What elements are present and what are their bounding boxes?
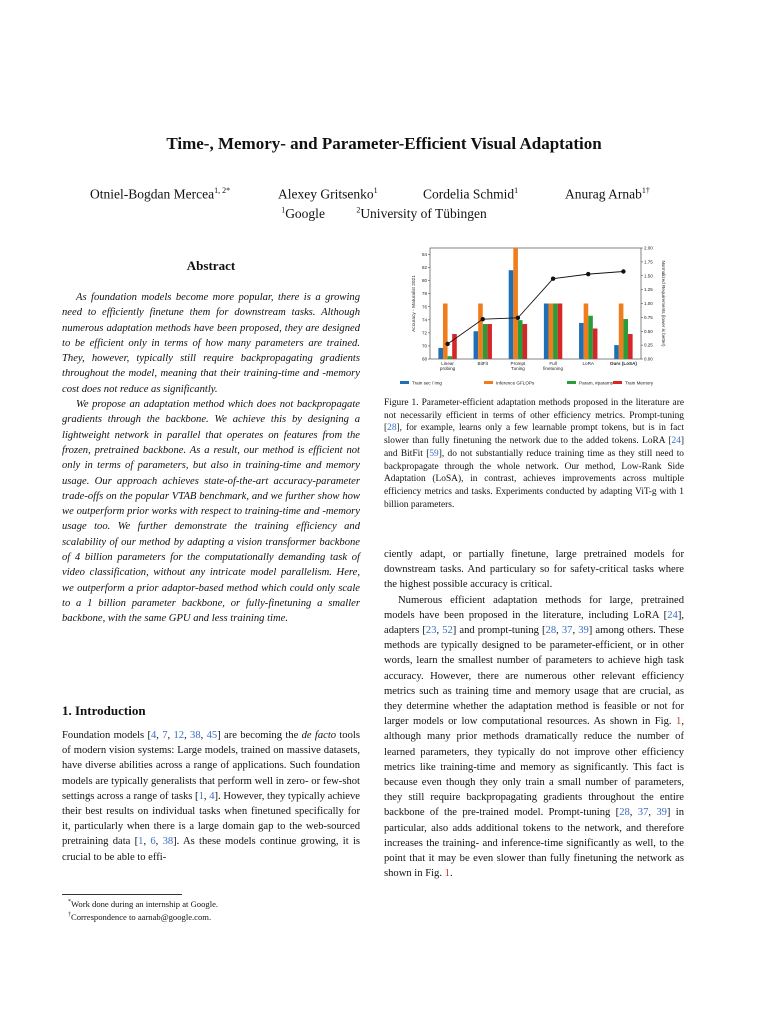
author-1: Otniel-Bogdan Mercea$^{1, 2*}$ — [90, 186, 231, 202]
x-tick-label: BitFit — [477, 361, 488, 366]
author-4: Anurag Arnab$^{1\dagger}$ — [565, 186, 650, 202]
legend-label: Train Memory — [625, 380, 654, 386]
citation-link[interactable]: 23 — [425, 625, 437, 637]
y-tick-label-left: 72 — [421, 330, 427, 336]
intro-paragraph: Foundation models [4, 7, 12, 38, 45] are becoming the de facto tools of modern vision systems: Large models, trained on massive datasets, have diverse abilities across a range of applications. Such foundation models are typically generalists that perform well in zero- or few-shot settings across a range of tasks [1, 4]. However, they typically achieve their best results on individual tasks when finetuned specifically for it, particularly when there is a large domain gap to the web-sourced pretraining data [1, 6, 38]. As these models continue growing, it is crucial to be able to effi- — [62, 730, 361, 863]
accuracy-point — [516, 316, 520, 320]
y-tick-label-right: 0.00 — [644, 356, 653, 362]
bar-4-6 — [628, 334, 633, 359]
citation-link[interactable]: 4 — [151, 730, 157, 741]
bar-3-5 — [588, 316, 593, 359]
x-tick-label: finetuning — [543, 366, 564, 371]
bar-4-3 — [523, 324, 528, 359]
legend-label: Train sec / img — [412, 380, 442, 386]
intro-paragraph: ciently adapt, or partially finetune, large pretrained models for downstream tasks. And particulary so for safety-critical tasks where the highest possible accuracy is critical. — [384, 549, 684, 591]
y-tick-label-right: 1.50 — [644, 273, 653, 279]
figure-1-chart — [384, 238, 684, 396]
figure-ref-link[interactable]: 1 — [676, 716, 682, 728]
affiliations — [0, 205, 768, 222]
legend-swatch — [400, 381, 409, 384]
bar-2-5 — [584, 304, 589, 360]
bar-4-2 — [487, 324, 492, 359]
x-tick-label: Linear — [441, 361, 454, 366]
y-tick-label-left: 82 — [421, 265, 427, 271]
x-tick-label: Tuning — [510, 366, 525, 371]
citation-link[interactable]: 39 — [656, 807, 667, 819]
bar-2-6 — [619, 304, 624, 360]
y-tick-label-right: 1.75 — [644, 259, 653, 265]
bar-1-5 — [579, 323, 584, 359]
x-tick-label: probing — [439, 366, 456, 371]
y-tick-label-left: 78 — [421, 291, 427, 297]
bar-2-3 — [513, 248, 518, 359]
accuracy-point — [445, 342, 449, 346]
footnote-1: *Work done during an internship at Google. — [68, 898, 219, 909]
author-3: Cordelia Schmid$^1$ — [423, 186, 519, 202]
citation-link[interactable]: 4 — [209, 790, 215, 802]
citation-link[interactable]: 38 — [162, 836, 174, 848]
bar-1-4 — [544, 304, 549, 360]
citation-link[interactable]: 52 — [442, 625, 453, 637]
footnote-2: †Correspondence to aarnab@google.com. — [68, 912, 212, 923]
intro-paragraph: Numerous efficient adaptation methods for large, pretrained models have been proposed in the literature, including LoRA [24], adapters [23, 52] and prompt-tuning [28, 37, 39] among others. These methods are typically designed to be parameter-efficient, or in other words, learn the smallest number of parameters to achieve high task accuracy. However, there are numerous other relevant efficiency metrics such as training time and memory usage that are crucial, as they determine whether the adaptation method is feasible or not for larger models or low computational resources. As shown in Fig. 1, although many prior methods dramatically reduce the number of learned parameters, they typically do not improve other efficiency metrics like training-time and memory as significantly. This fact is because even though they only train a small number of parameters, they still require backpropagating gradients throughout the entire backbone of the pre-trained model. Prompt-tuning [28, 37, 39] in particular, also adds additional tokens to the network, and therefore increases the training- and inference-time significantly as well, to the point that it may be even slower than fully finetuning the network as shown in Fig. 1. — [384, 594, 685, 880]
abstract-paragraph-1: As foundation models become more popular, there is a growing need to efficiently finetune them for downstream tasks. Although numerous adaptation methods have been proposed, they are designed to be efficient only in terms of how many parameters are trained. They, however, typically still require backpropagating gradients throughout the model, meaning that their training-time and -memory cost does not reduce as significantly. — [62, 292, 360, 395]
x-tick-label: Ours (LoSA) — [609, 361, 637, 366]
bar-2-4 — [548, 304, 553, 360]
bar-1-3 — [509, 270, 514, 359]
bar-1-1 — [438, 348, 443, 359]
citation-link[interactable]: 6 — [150, 836, 156, 848]
y-tick-label-right: 0.75 — [644, 314, 653, 320]
citation-link[interactable]: 1 — [138, 836, 144, 848]
y-tick-label-left: 80 — [421, 278, 427, 284]
introduction-body-continued — [384, 547, 684, 881]
citation-link[interactable]: 45 — [206, 730, 218, 741]
bar-2-2 — [478, 304, 483, 360]
citation-link[interactable]: 28 — [545, 625, 557, 637]
bar-4-4 — [558, 304, 563, 360]
citation-link[interactable]: 1 — [198, 790, 204, 802]
abstract-body — [62, 290, 360, 627]
x-tick-label: Full — [549, 361, 557, 366]
citation-link[interactable]: 59 — [429, 448, 439, 459]
legend-label: Inference GFLOPs — [496, 380, 535, 386]
citation-link[interactable]: 37 — [637, 807, 649, 819]
legend-swatch — [567, 381, 576, 384]
plot-frame — [430, 248, 641, 359]
citation-link[interactable]: 28 — [387, 423, 397, 434]
y-tick-label-right: 2.00 — [644, 245, 653, 251]
legend-swatch — [484, 381, 493, 384]
bar-3-4 — [553, 304, 558, 360]
y-tick-label-left: 74 — [421, 317, 427, 323]
author-2: Alexey Gritsenko$^1$ — [278, 186, 378, 202]
footnotes — [68, 897, 360, 924]
accuracy-point — [551, 276, 555, 280]
figure-ref-link[interactable]: 1 — [444, 868, 450, 880]
section-heading-introduction: 1. Introduction — [62, 703, 146, 718]
citation-link[interactable]: 24 — [667, 609, 678, 621]
caption-text: Figure 1. Parameter-efficient adaptation methods proposed in the literature are not necessarily efficient in terms of other efficiency metrics. Prompt-tuning [28], for example, learns only a few learnable prompt tokens, but is in fact slower than fully finetuning the network due to the added tokens. LoRA [24] and BitFit [59], do not substantially reduce training time as they still need to backpropagate through the whole network. Our method, Low-Rank Side Adaptation (LoSA), in contrast, achieves improvements across multiple efficiency metrics and tasks. Experiments conducted by adapting ViT-g with 1 billion parameters. — [384, 398, 684, 510]
citation-link[interactable]: 37 — [561, 625, 573, 637]
y-tick-label-right: 1.00 — [644, 301, 653, 306]
y-tick-label-right: 0.25 — [644, 342, 653, 348]
x-tick-label: LoRA — [582, 361, 594, 366]
y-axis-label-left: Accuracy - Maturalist 2021 — [412, 275, 417, 332]
legend-label: Param, #params — [579, 380, 613, 386]
y-tick-label-left: 76 — [421, 304, 427, 310]
legend-swatch — [613, 381, 622, 384]
citation-link[interactable]: 39 — [578, 625, 589, 637]
y-tick-label-right: 0.50 — [644, 328, 653, 334]
accuracy-point — [621, 269, 625, 273]
accuracy-point — [586, 272, 590, 276]
citation-link[interactable]: 12 — [173, 730, 185, 741]
figure-1-caption — [384, 397, 684, 511]
y-tick-label-left: 70 — [421, 343, 427, 349]
x-tick-label: Prompt — [510, 361, 526, 366]
chart-svg — [384, 238, 684, 396]
y-tick-label-left: 68 — [421, 356, 427, 362]
citation-link[interactable]: 24 — [671, 436, 681, 447]
bar-1-6 — [614, 345, 619, 359]
y-axis-label-right: Normalized Requirements (lower is better) — [661, 260, 666, 347]
introduction-body — [62, 728, 360, 865]
y-tick-label-right: 1.25 — [644, 287, 653, 293]
bar-1-2 — [474, 331, 479, 359]
affiliation-1: $^1$Google — [281, 205, 325, 221]
y-tick-label-left: 84 — [421, 252, 427, 258]
bar-3-2 — [483, 324, 488, 359]
abstract-heading: Abstract — [186, 258, 236, 273]
paper-title: Time-, Memory- and Parameter-Efficient Visual Adaptation — [166, 134, 602, 153]
bar-4-5 — [593, 328, 598, 359]
citation-link[interactable]: 38 — [190, 730, 201, 741]
citation-link[interactable]: 28 — [619, 807, 630, 819]
bar-3-6 — [623, 319, 628, 359]
abstract-paragraph-2: We propose an adaptation method which does not backpropagate gradients through the backbone. We achieve this by designing a lightweight network in parallel that operates on features from the frozen, pretrained backbone. As a result, our method is efficient not only in terms of parameters, but also in training-time and memory usage. Our approach achieves state-of-the-art accuracy-parameter trade-offs on the popular VTAB benchmark, and we further show how we outperform prior works with respect to training-time and -memory usage too. We further demonstrate the training efficiency and scalability of our method by adapting a vision transformer backbone of 4 billion parameters for the computationally demanding task of video classification, without any intricate model parallelism. Here, we outperform a prior adaptor-based method which could only scale to a 1 billion parameter backbone, or fully-finetuning a smaller backbone, with the same GPU and less training time. — [62, 399, 360, 625]
bar-3-3 — [518, 320, 523, 359]
citation-link[interactable]: 7 — [162, 730, 168, 741]
affiliation-2: $^2$University of Tübingen — [356, 205, 487, 221]
bar-3-1 — [448, 356, 453, 359]
footnote-divider — [62, 894, 182, 895]
bar-2-1 — [443, 304, 448, 360]
accuracy-point — [481, 317, 485, 321]
